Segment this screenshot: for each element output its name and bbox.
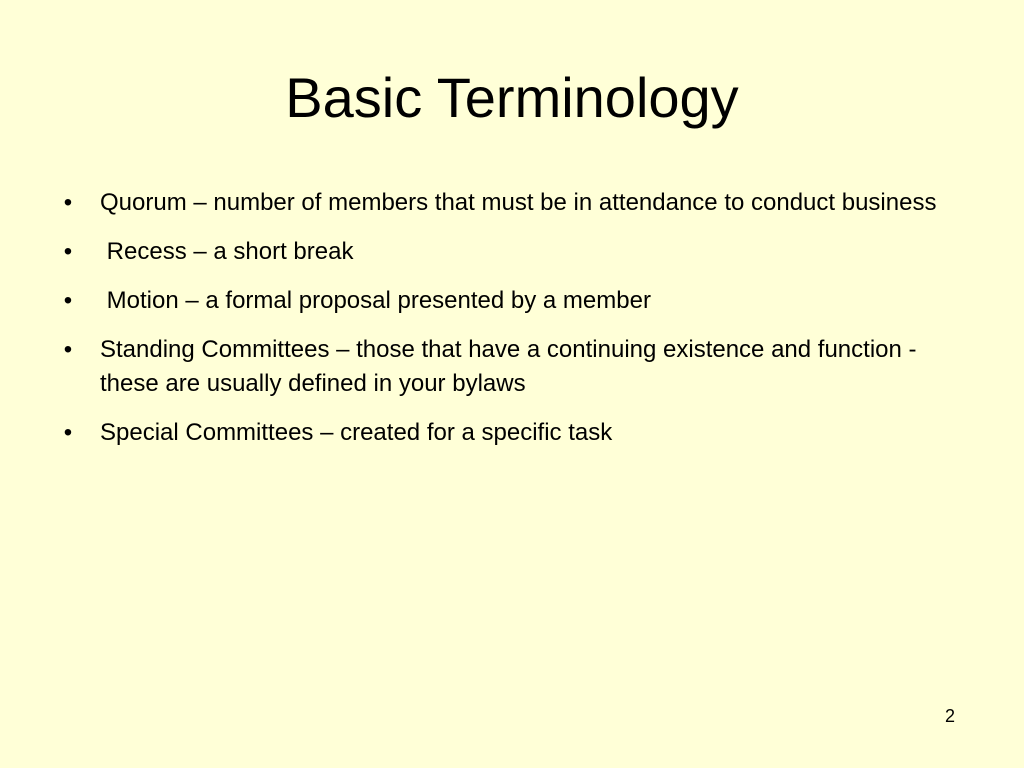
- bullet-text: Quorum – number of members that must be in attendance to conduct business: [100, 189, 937, 216]
- bullet-text: Special Committees – created for a specific task: [100, 419, 613, 446]
- bullet-icon: •: [63, 287, 73, 314]
- bullet-list: [58, 186, 958, 465]
- bullet-icon: •: [63, 238, 73, 265]
- bullet-item-recess: [58, 235, 958, 269]
- slide-title: Basic Terminology: [285, 66, 739, 129]
- bullet-text: Standing Committees – those that have a continuing existence and function - these are usually defined in your bylaws: [100, 336, 924, 397]
- slide-number: 2: [944, 706, 955, 726]
- bullet-item-special-committees: [58, 416, 958, 450]
- bullet-item-motion: [58, 284, 958, 318]
- bullet-icon: •: [63, 189, 73, 216]
- bullet-icon: •: [63, 336, 73, 363]
- bullet-text: Motion – a formal proposal presented by a member: [100, 287, 651, 314]
- bullet-item-standing-committees: [58, 333, 958, 401]
- bullet-item-quorum: [58, 186, 958, 220]
- bullet-icon: •: [63, 419, 73, 446]
- bullet-text: Recess – a short break: [100, 238, 354, 265]
